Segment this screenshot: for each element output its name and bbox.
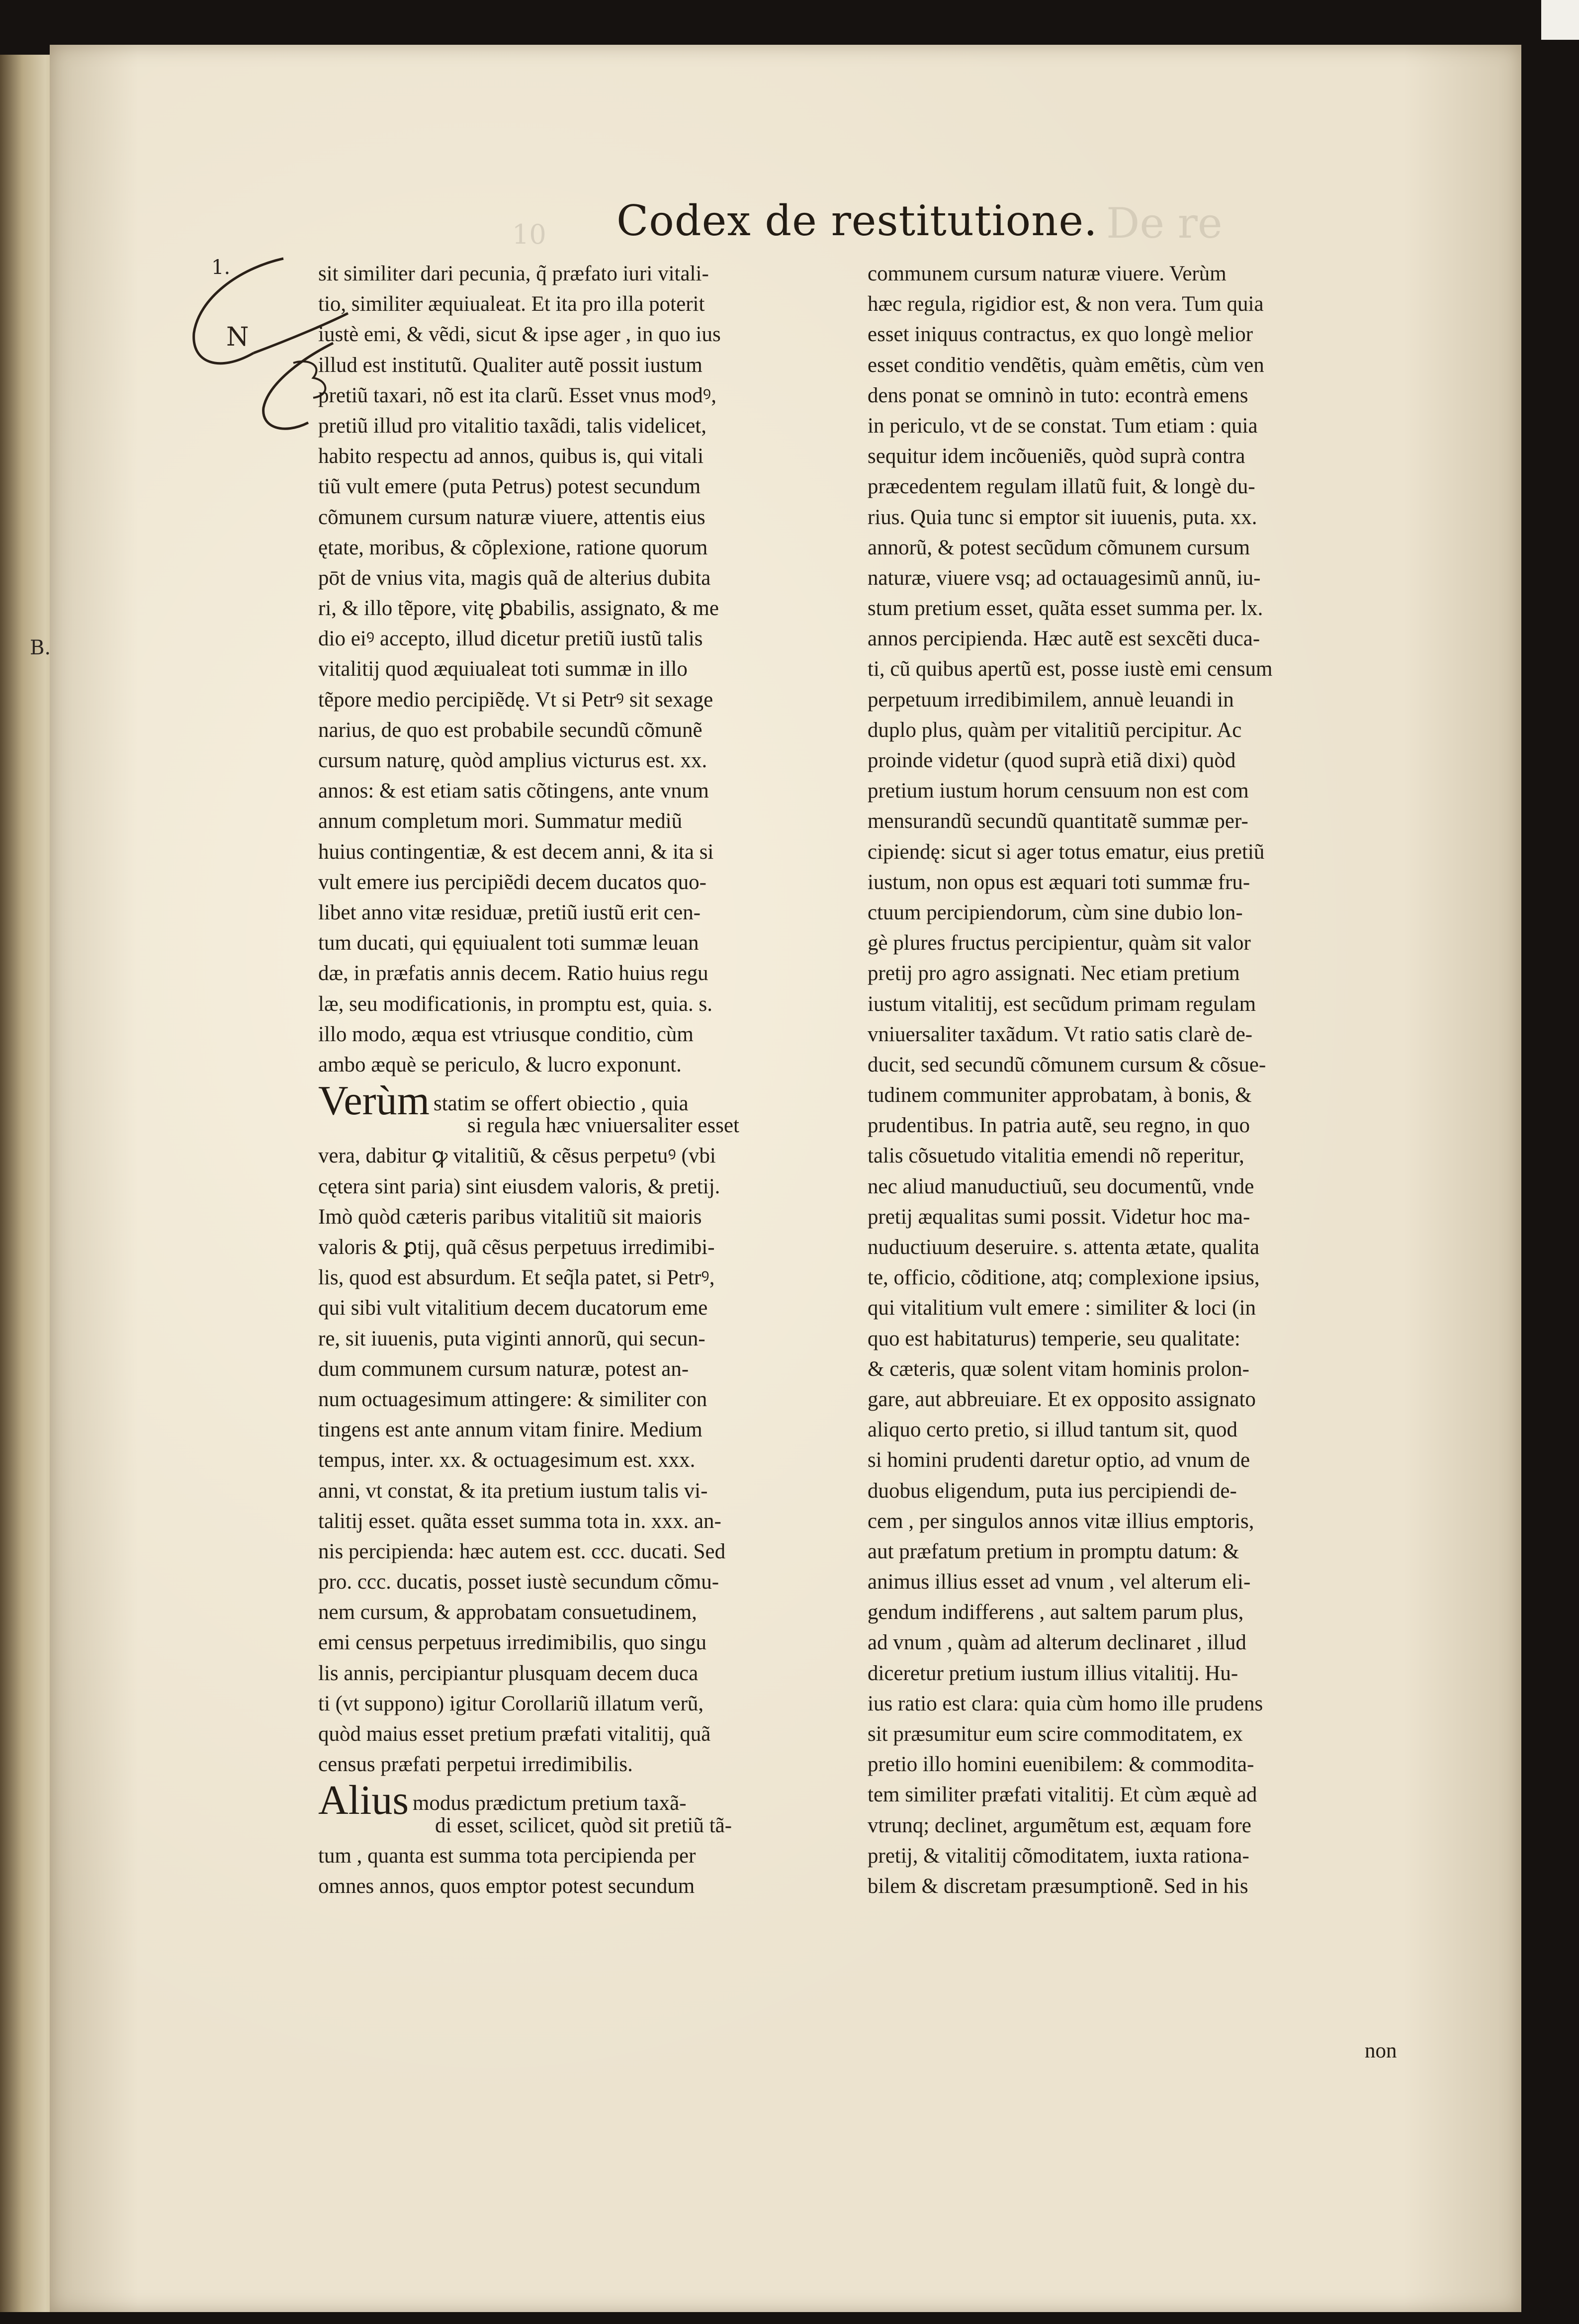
text-line: duplo plus, quàm per vitalitiũ percipitur. Ac	[868, 718, 1242, 742]
text-line	[318, 1077, 845, 1124]
text-line: lis, quod est absurdum. Et seq̃la patet, si Petrꝰ,	[318, 1266, 715, 1290]
text-line: cõmunem cursum naturæ viuere, attentis eius	[318, 505, 705, 529]
bleed-through-heading: De re	[1106, 199, 1223, 248]
left-column-block-2	[318, 1141, 845, 1780]
section-initial-word: Verùm	[318, 1077, 430, 1124]
text-line: vera, dabitur ꝙ vitalitiũ, & cẽsus perpetuꝰ (vbi	[318, 1144, 716, 1168]
text-line: proinde videtur (quod suprà etiã dixi) quòd	[868, 749, 1236, 772]
text-line: gè plures fructus percipientur, quàm sit valor	[868, 931, 1251, 955]
text-line: ambo æquè se periculo, & lucro exponunt.	[318, 1053, 682, 1076]
text-line: ri, & illo tẽpore, vitę ꝑbabilis, assignato, & me	[318, 597, 719, 621]
text-line: talitij esset. quãta esset summa tota in. xxx. an-	[318, 1509, 721, 1533]
text-line: pro. ccc. ducatis, posset iustè secundum cõmu-	[318, 1570, 719, 1594]
text-line: vitalitij quod æquiualeat toti summæ in illo	[318, 657, 688, 681]
text-line-body: di esset, scilicet, quòd sit pretiũ tã-	[435, 1813, 732, 1837]
text-line: annorũ, & potest secũdum cõmunem cursum	[868, 536, 1250, 559]
text-line: dens ponat se omninò in tuto: econtrà emens	[868, 383, 1248, 407]
text-line: vniuersaliter taxãdum. Vt ratio satis clarè de-	[868, 1022, 1253, 1046]
text-line: tudinem communiter approbatam, à bonis, &	[868, 1083, 1252, 1107]
text-line: dæ, in præfatis annis decem. Ratio huius regu	[318, 962, 708, 985]
text-line: iustè emi, & vẽdi, sicut & ipse ager , in quo ius	[318, 323, 721, 347]
text-line-body: modus prædictum pretium taxã-	[413, 1791, 687, 1815]
text-line: si homini prudenti daretur optio, ad vnum de	[868, 1448, 1250, 1472]
text-line: dio eiꝰ accepto, illud dicetur pretiũ iustũ talis	[318, 627, 703, 651]
left-column-block-1	[318, 259, 845, 1080]
text-line: ad vnum , quàm ad alterum declinaret , illud	[868, 1631, 1246, 1655]
text-line: ti (vt suppono) igitur Corollariũ illatum verũ,	[318, 1692, 704, 1715]
text-line: iustum vitalitij, est secũdum primam regulam	[868, 992, 1256, 1016]
text-line: nem cursum, & approbatam consuetudinem,	[318, 1601, 697, 1624]
left-column-block-3	[318, 1841, 845, 1901]
text-line: diceretur pretium iustum illius vitalitij. Hu-	[868, 1661, 1238, 1685]
text-line: tum ducati, qui ęquiualent toti summæ leuan	[318, 931, 699, 955]
right-column-block	[868, 259, 1414, 1901]
text-line: aliquo certo pretio, si illud tantum sit, quod	[868, 1418, 1238, 1442]
text-line-body: si regula hæc vniuersaliter esset	[467, 1114, 739, 1138]
text-line: nec aliud manuductiuũ, seu documentũ, vnde	[868, 1174, 1254, 1198]
left-column	[318, 259, 845, 1901]
text-line: illo modo, æqua est vtriusque conditio, cùm	[318, 1022, 694, 1046]
text-line: nis percipienda: hæc autem est. ccc. ducati. Sed	[318, 1539, 726, 1563]
text-line: quòd maius esset pretium præfati vitalitij, quã	[318, 1722, 711, 1746]
text-line: Imò quòd cæteris paribus vitalitiũ sit maioris	[318, 1205, 702, 1229]
text-line: præcedentem regulam illatũ fuit, & longè du-	[868, 475, 1255, 499]
text-line: sit similiter dari pecunia, q̃ præfato iuri vitali-	[318, 262, 709, 285]
text-line: pretiũ taxari, nõ est ita clarũ. Esset vnus modꝰ,	[318, 383, 716, 407]
margin-mark-letter: B.	[30, 636, 51, 659]
corner-strip	[1541, 0, 1579, 40]
text-line: pretij pro agro assignati. Nec etiam pretium	[868, 962, 1240, 985]
text-line: tio, similiter æquiualeat. Et ita pro illa poterit	[318, 292, 705, 316]
text-line: tẽpore medio percipiẽdę. Vt si Petrꝰ sit sexage	[318, 688, 713, 712]
text-line: prudentibus. In patria autẽ, seu regno, in quo	[868, 1114, 1250, 1138]
text-line: communem cursum naturæ viuere. Verùm	[868, 262, 1227, 285]
text-line: læ, seu modificationis, in promptu est, quia. s.	[318, 992, 713, 1016]
text-line: census præfati perpetui irredimibilis.	[318, 1753, 633, 1777]
text-line: bilem & discretam præsumptionẽ. Sed in his	[868, 1874, 1248, 1898]
text-line: pretij, & vitalitij cõmoditatem, iuxta rationa-	[868, 1844, 1249, 1868]
text-line: ctuum percipiendorum, cùm sine dubio lon-	[868, 900, 1243, 924]
text-line: ducit, sed secundũ cõmunem cursum & cõsue-	[868, 1053, 1266, 1076]
text-line: pretiũ illud pro vitalitio taxãdi, talis videlicet,	[318, 414, 706, 438]
text-line: iustum, non opus est æquari toti summæ fru-	[868, 870, 1250, 894]
text-line: rius. Quia tunc si emptor sit iuuenis, puta. xx.	[868, 505, 1257, 529]
text-line: naturæ, viuere vsq; ad octauagesimũ annũ, iu-	[868, 566, 1261, 590]
text-line: lis annis, percipiantur plusquam decem duca	[318, 1661, 699, 1685]
text-line: tum , quanta est summa tota percipienda per	[318, 1844, 696, 1868]
text-line: hæc regula, rigidior est, & non vera. Tum quia	[868, 292, 1264, 316]
text-line: qui vitalitium vult emere : similiter & loci (in	[868, 1296, 1256, 1320]
text-line: ętate, moribus, & cõplexione, ratione quorum	[318, 536, 708, 559]
text-line: te, officio, cõditione, atq; complexione ipsius,	[868, 1266, 1260, 1290]
right-column	[868, 259, 1414, 1901]
text-line: libet anno vitæ residuæ, pretiũ iustũ erit cen-	[318, 900, 701, 924]
text-line: tempus, inter. xx. & octuagesimum est. xxx.	[318, 1448, 696, 1472]
text-line	[318, 1777, 845, 1824]
text-line: perpetuum irredibimilem, annuè leuandi in	[868, 688, 1234, 712]
text-line: qui sibi vult vitalitium decem ducatorum eme	[318, 1296, 708, 1320]
text-line: cipiendę: sicut si ager totus ematur, eius pretiũ	[868, 840, 1265, 864]
text-line: vtrunq; declinet, argumẽtum est, æquam fore	[868, 1813, 1251, 1837]
text-line: emi census perpetuus irredimibilis, quo singu	[318, 1631, 707, 1655]
text-line: animus illius esset ad vnum , vel alterum eli-	[868, 1570, 1251, 1594]
text-line: esset iniquus contractus, ex quo longè melior	[868, 323, 1253, 347]
text-line: dum communem cursum naturæ, potest an-	[318, 1357, 689, 1381]
text-line: num octuagesimum attingere: & similiter con	[318, 1387, 707, 1411]
text-line: tiũ vult emere (puta Petrus) potest secundum	[318, 475, 701, 499]
text-line: narius, de quo est probabile secundũ cõmunẽ	[318, 718, 702, 742]
bleed-through-number: 10	[512, 219, 546, 250]
text-line: habito respectu ad annos, quibus is, qui vitali	[318, 445, 704, 468]
margin-mark-number: 1.	[211, 256, 231, 279]
text-line: valoris & ꝑtij, quã cẽsus perpetuus irredimibi-	[318, 1236, 715, 1259]
text-line: duobus eligendum, puta ius percipiendi de-	[868, 1479, 1237, 1503]
text-line: pretio illo homini euenibilem: & commodita-	[868, 1753, 1254, 1777]
text-line: pretium iustum horum censuum non est com	[868, 779, 1249, 803]
text-line: & cæteris, quæ solent vitam hominis prolon-	[868, 1357, 1249, 1381]
catchword: non	[1365, 2039, 1397, 2062]
text-line: cem , per singulos annos vitæ illius emptoris,	[868, 1509, 1254, 1533]
text-line-body: statim se offert obiectio , quia	[433, 1092, 689, 1116]
left-column-verum-block	[318, 1077, 845, 1141]
text-line: annos percipienda. Hæc autẽ est sexcẽti duca-	[868, 627, 1260, 651]
text-line: annos: & est etiam satis cõtingens, ante vnum	[318, 779, 709, 803]
text-line: tingens est ante annum vitam finire. Medium	[318, 1418, 702, 1442]
margin-scribble-letter: N	[226, 322, 249, 352]
text-line: pōt de vnius vita, magis quã de alterius dubita	[318, 566, 711, 590]
text-line: annum completum mori. Summatur mediũ	[318, 809, 683, 833]
text-line: tem similiter præfati vitalitij. Et cùm æquè ad	[868, 1783, 1257, 1807]
section-initial-word: Alius	[318, 1777, 409, 1824]
text-line: talis cõsuetudo vitalitia emendi nõ reperitur,	[868, 1144, 1244, 1168]
text-line: huius contingentiæ, & est decem anni, & ita si	[318, 840, 714, 864]
text-line: illud est institutũ. Qualiter autẽ possit iustum	[318, 353, 702, 377]
text-line: anni, vt constat, & ita pretium iustum talis vi-	[318, 1479, 708, 1503]
left-column-alius-block	[318, 1777, 845, 1840]
text-line: mensurandũ secundũ quantitatẽ summæ per-	[868, 809, 1248, 833]
text-line: omnes annos, quos emptor potest secundum	[318, 1874, 695, 1898]
text-line: re, sit iuuenis, puta viginti annorũ, qui secun-	[318, 1327, 705, 1350]
text-line: sit præsumitur eum scire commoditatem, ex	[868, 1722, 1243, 1746]
text-line: cursum naturę, quòd amplius victurus est. xx.	[318, 749, 707, 772]
text-line: ti, cũ quibus apertũ est, posse iustè emi censum	[868, 657, 1273, 681]
text-line: vult emere ius percipiẽdi decem ducatos quo-	[318, 870, 706, 894]
text-line: in periculo, vt de se constat. Tum etiam : quia	[868, 414, 1258, 438]
text-line: aut præfatum pretium in promptu datum: &	[868, 1539, 1239, 1563]
text-line: stum pretium esset, quãta esset summa per. lx.	[868, 597, 1263, 621]
page-heading: Codex de restitutione.	[616, 196, 1098, 245]
text-line: esset conditio vendẽtis, quàm emẽtis, cùm ven	[868, 353, 1264, 377]
text-line: nuductiuum deseruire. s. attenta ætate, qualita	[868, 1236, 1260, 1259]
text-line: gare, aut abbreuiare. Et ex opposito assignato	[868, 1387, 1256, 1411]
text-line: ius ratio est clara: quia cùm homo ille prudens	[868, 1692, 1263, 1715]
text-line: gendum indifferens , aut saltem parum plus,	[868, 1601, 1244, 1624]
text-line: pretij æqualitas sumi possit. Videtur hoc ma-	[868, 1205, 1250, 1229]
text-line: sequitur idem incõueniẽs, quòd suprà contra	[868, 445, 1245, 468]
text-line: cętera sint paria) sint eiusdem valoris, & pretij.	[318, 1174, 720, 1198]
text-line: quo est habitaturus) temperie, seu qualitate:	[868, 1327, 1240, 1350]
